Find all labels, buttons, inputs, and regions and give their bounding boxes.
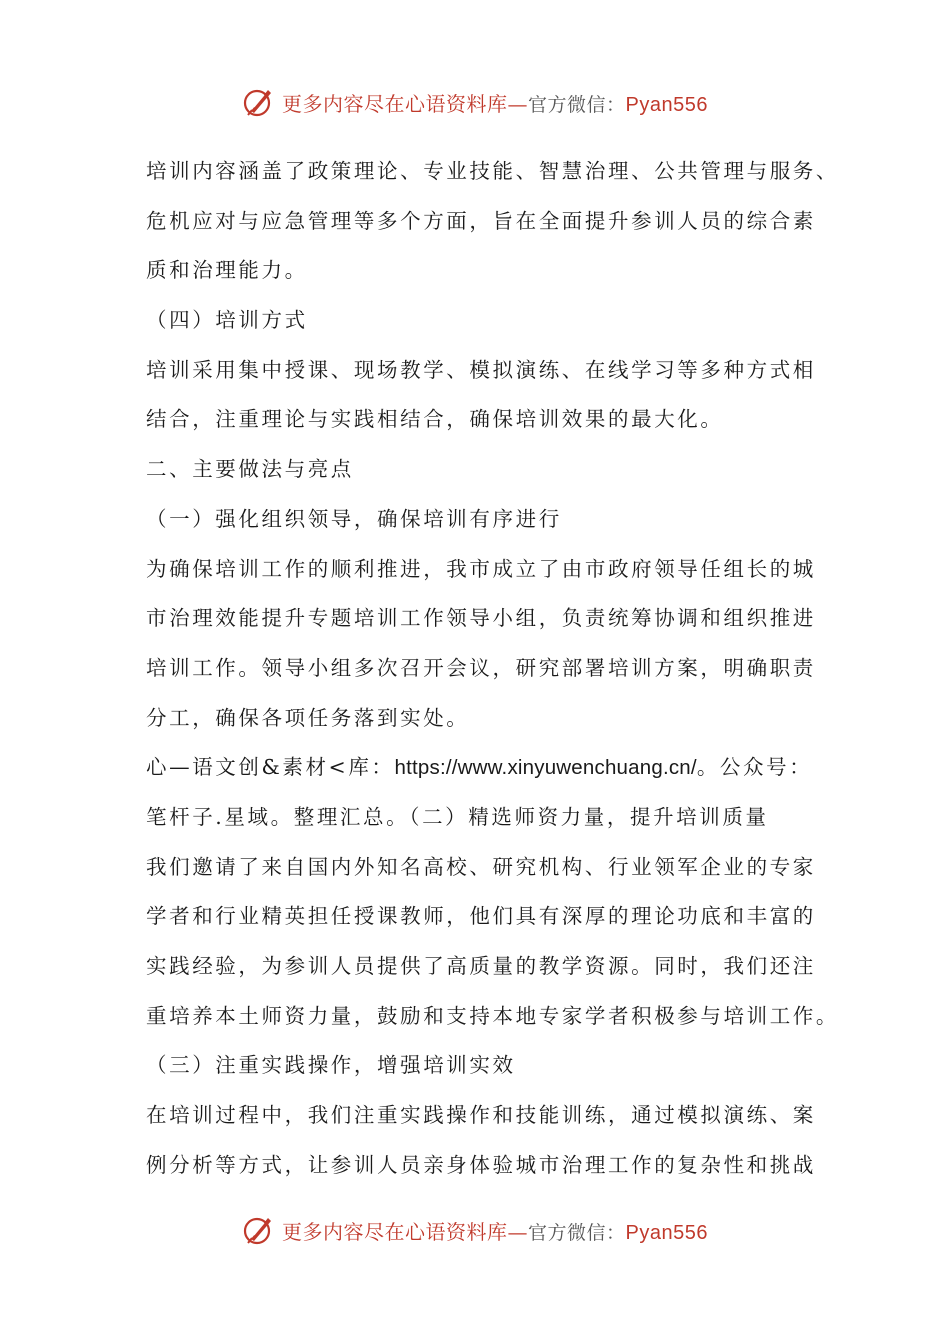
document-body (146, 147, 839, 1190)
banner-main-text: 更多内容尽在心语资料库— (282, 91, 528, 116)
body-line: 培训内容涵盖了政策理论、专业技能、智慧治理、公共管理与服务、 (146, 159, 839, 183)
body-line: 重培养本土师资力量，鼓励和支持本地专家学者积极参与培训工作。 (146, 1003, 839, 1028)
source-notice-line (146, 743, 811, 793)
body-line: 笔杆子.星域。整理汇总。（二）精选师资力量，提升培训质量 (146, 804, 769, 829)
body-line: 质和治理能力。 (146, 258, 308, 283)
section-heading: （三）注重实践操作，增强培训实效 (146, 1053, 516, 1078)
source-url-link[interactable]: https://www.xinyuwenchuang.cn/ (394, 756, 697, 780)
body-line: 市治理效能提升专题培训工作领导小组，负责统筹协调和组织推进 (146, 606, 816, 631)
body-line: 例分析等方式，让参训人员亲身体验城市治理工作的复杂性和挑战 (146, 1152, 816, 1177)
banner-main-text: 更多内容尽在心语资料库— (282, 1219, 528, 1244)
source-notice-suffix: 。公众号： (696, 755, 813, 780)
banner-wechat-id: Pyan556 (625, 93, 708, 116)
banner-wechat-id: Pyan556 (625, 1221, 708, 1244)
body-line: 在培训过程中，我们注重实践操作和技能训练，通过模拟演练、案 (146, 1103, 816, 1128)
body-line: 培训工作。领导小组多次召开会议，研究部署培训方案，明确职责 (146, 655, 816, 680)
footer-watermark (0, 1208, 950, 1252)
body-line: 分工，确保各项任务落到实处。 (146, 705, 470, 730)
body-line: 为确保培训工作的顺利推进，我市成立了由市政府领导任组长的城 (146, 556, 816, 581)
quill-pen-logo-icon (242, 85, 276, 119)
section-heading: 二、主要做法与亮点 (146, 457, 354, 482)
section-heading: （一）强化组织领导，确保培训有序进行 (146, 506, 562, 531)
banner-wechat-label: 官方微信： (528, 1221, 626, 1244)
body-line: 培训采用集中授课、现场教学、模拟演练、在线学习等多种方式相 (146, 357, 816, 382)
banner-wechat-label: 官方微信： (528, 93, 626, 116)
header-watermark (0, 80, 950, 124)
body-line: 危机应对与应急管理等多个方面，旨在全面提升参训人员的综合素 (146, 208, 816, 233)
body-line: 实践经验，为参训人员提供了高质量的教学资源。同时，我们还注 (146, 954, 816, 978)
quill-pen-logo-icon (242, 1213, 276, 1247)
body-line: 我们邀请了来自国内外知名高校、研究机构、行业领军企业的专家 (146, 854, 816, 879)
source-notice-prefix: 心—语文创&素材<库： (146, 755, 395, 780)
section-heading: （四）培训方式 (146, 308, 308, 333)
body-line: 学者和行业精英担任授课教师，他们具有深厚的理论功底和丰富的 (146, 904, 816, 929)
body-line: 结合，注重理论与实践相结合，确保培训效果的最大化。 (146, 407, 724, 432)
